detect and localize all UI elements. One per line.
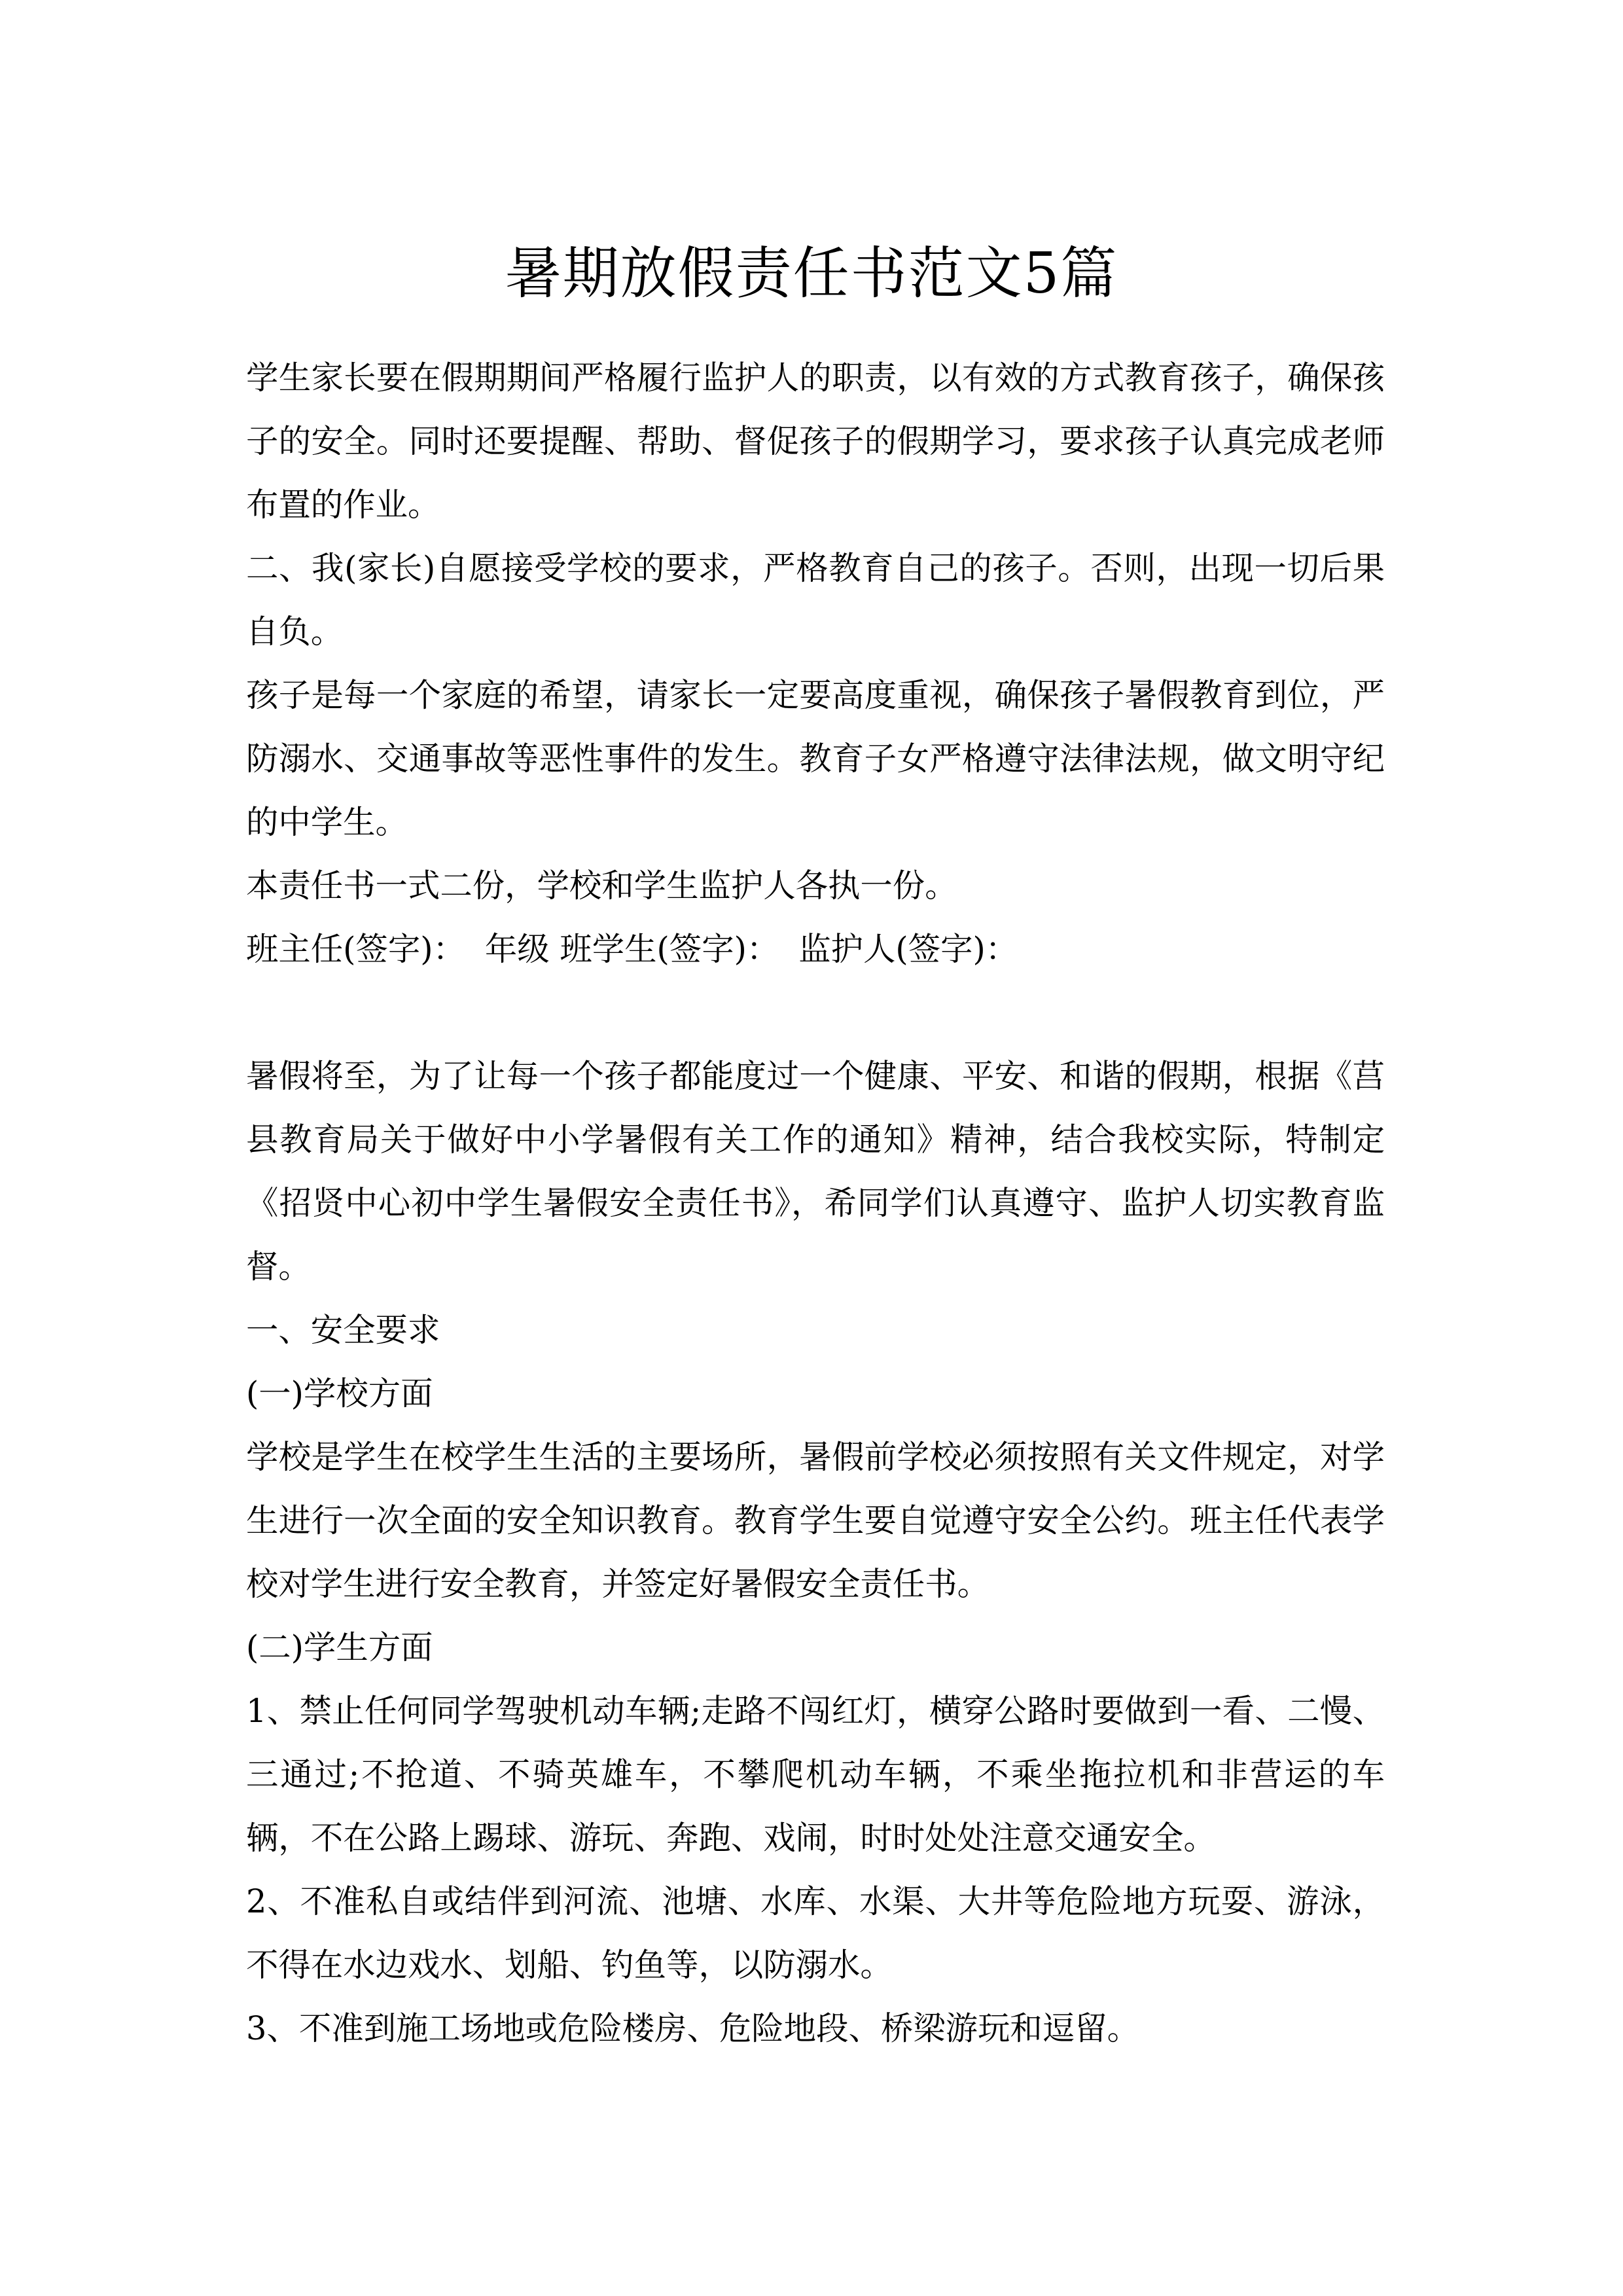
document-title: 暑期放假责任书范文5篇: [505, 240, 1118, 306]
subheading-school: (一)学校方面: [246, 1374, 433, 1412]
signature-student: 年级 班学生(签字)：: [484, 930, 779, 968]
student-item-drowning: 2、不准私自或结伴到河流、池塘、水库、水渠、大井等危险地方玩耍、游泳，不得在水边戏水、划船、钓鱼等，以防溺水。: [246, 1882, 1385, 1984]
signature-line: [246, 918, 1385, 981]
student-item-traffic: 1、禁止任何同学驾驶机动车辆;走路不闯红灯，横穿公路时要做到一看、二慢、三通过;不抢道、不骑英雄车，不攀爬机动车辆，不乘坐拖拉机和非营运的车辆，不在公路上踢球、游玩、奔跑、戏闹，时时处处注意交通安全。: [246, 1692, 1385, 1857]
signature-guardian: 监护人(签字)：: [798, 930, 1018, 968]
paragraph-school: 学校是学生在校学生生活的主要场所，暑假前学校必须按照有关文件规定，对学生进行一次全面的安全知识教育。教育学生要自觉遵守安全公约。班主任代表学校对学生进行安全教育，并签定好暑假安全责任书。: [246, 1438, 1385, 1603]
heading-safety-requirements: 一、安全要求: [246, 1311, 440, 1349]
paragraph-child-hope: 孩子是每一个家庭的希望，请家长一定要高度重视，确保孩子暑假教育到位，严防溺水、交通事故等恶性事件的发生。教育子女严格遵守法律法规，做文明守纪的中学生。: [246, 676, 1385, 841]
signature-head-teacher: 班主任(签字)：: [246, 930, 465, 968]
paragraph-intro: 暑假将至，为了让每一个孩子都能度过一个健康、平安、和谐的假期，根据《莒县教育局关于做好中小学暑假有关工作的通知》精神，结合我校实际，特制定《招贤中心初中学生暑假安全责任书》，希同学们认真遵守、监护人切实教育监督。: [246, 1057, 1385, 1285]
paragraph-parent-consent: 二、我(家长)自愿接受学校的要求，严格教育自己的孩子。否则，出现一切后果自负。: [246, 549, 1385, 651]
student-item-construction: 3、不准到施工场地或危险楼房、危险地段、桥梁游玩和逗留。: [246, 2009, 1139, 2047]
blank-line: [246, 981, 1385, 1045]
paragraph-parent-duty: 学生家长要在假期期间严格履行监护人的职责，以有效的方式教育孩子，确保孩子的安全。同时还要提醒、帮助、督促孩子的假期学习，要求孩子认真完成老师布置的作业。: [246, 359, 1385, 524]
document-body: [246, 346, 1385, 2060]
paragraph-copies: 本责任书一式二份，学校和学生监护人各执一份。: [246, 867, 957, 905]
subheading-student: (二)学生方面: [246, 1628, 433, 1666]
